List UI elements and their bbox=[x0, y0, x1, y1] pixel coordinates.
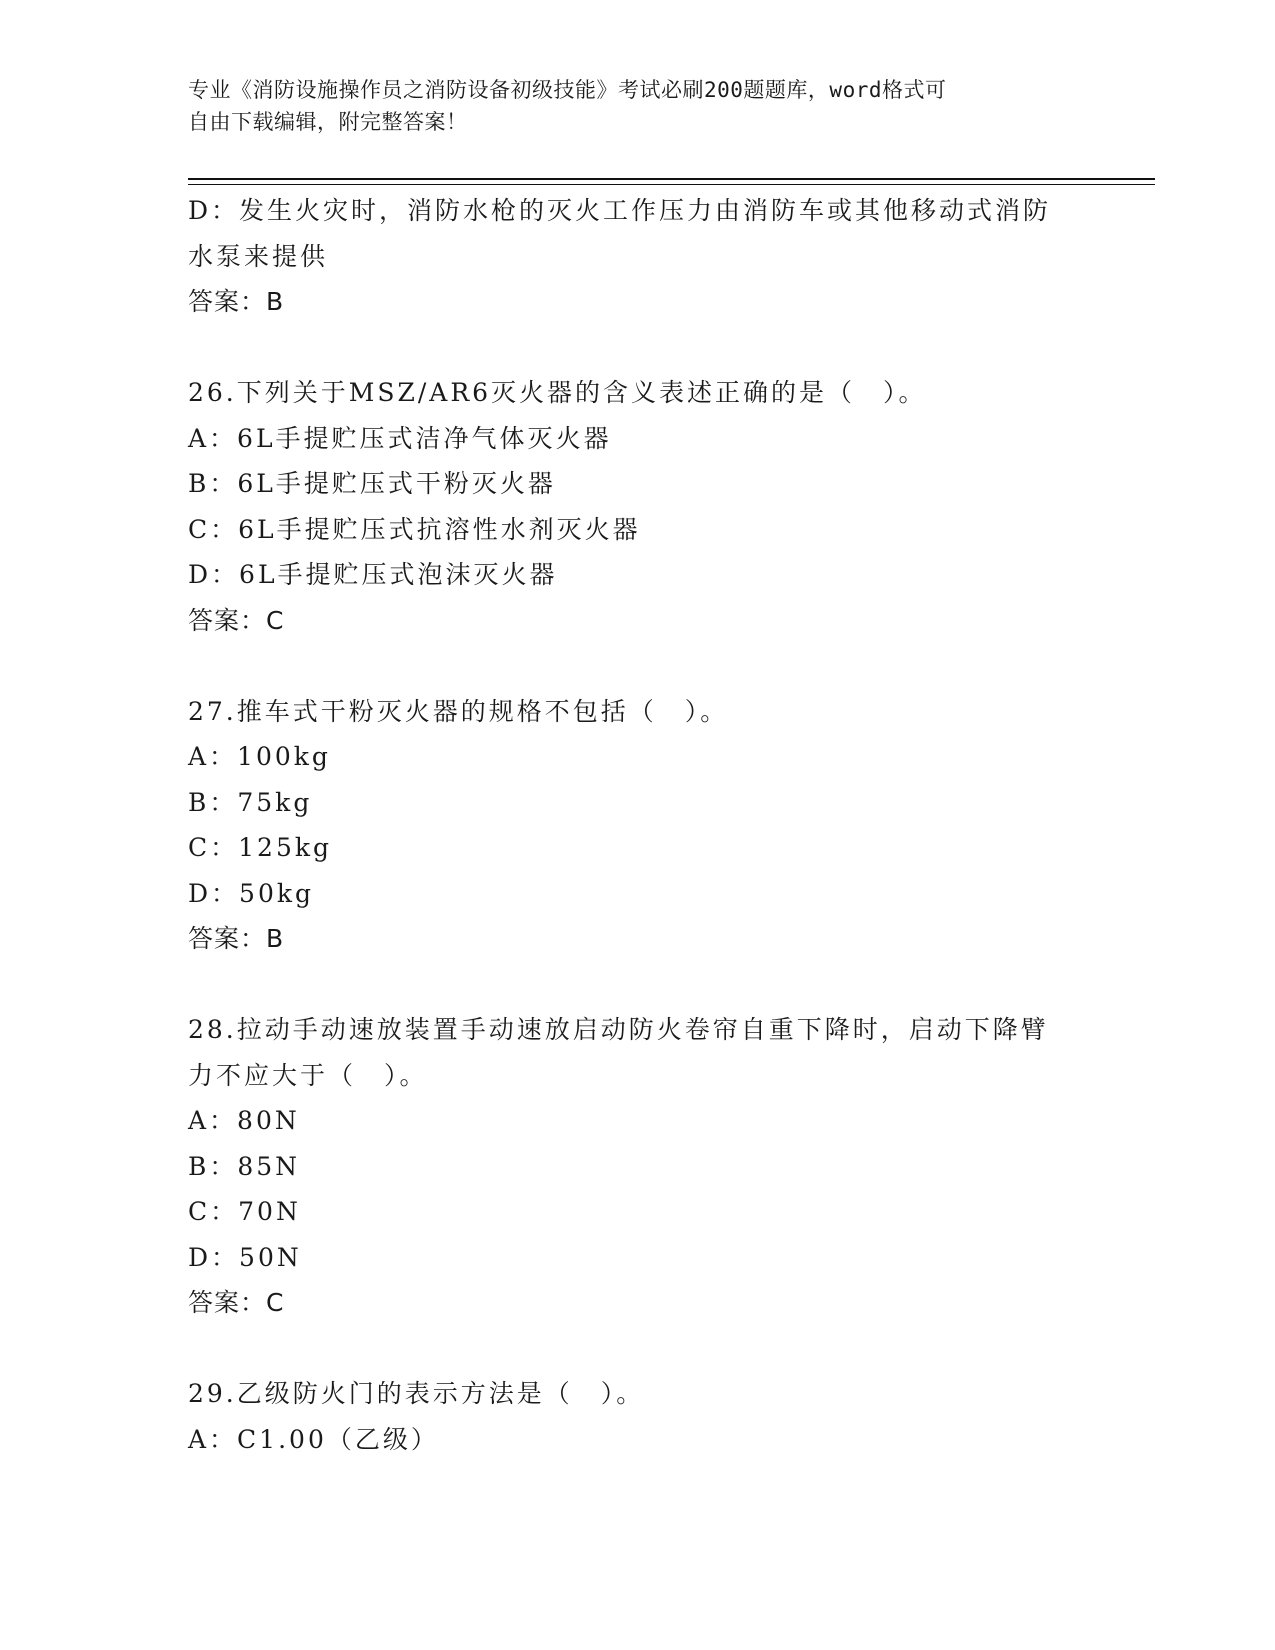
option-c: C：70N bbox=[188, 1197, 301, 1226]
header-divider-thin bbox=[188, 184, 1155, 185]
option-b: B：75kg bbox=[188, 787, 313, 817]
spacer bbox=[188, 325, 1088, 371]
previous-question-tail bbox=[188, 188, 1088, 325]
spacer bbox=[188, 1326, 1088, 1372]
option-b: B：6L手提贮压式干粉灭火器 bbox=[188, 469, 556, 498]
answer-line: 答案：B bbox=[188, 924, 285, 953]
option-a: A：C1.00（乙级） bbox=[188, 1424, 439, 1454]
option-d: D：50kg bbox=[188, 878, 315, 908]
question-27 bbox=[188, 689, 1088, 962]
spacer bbox=[188, 962, 1088, 1008]
option-c: C：6L手提贮压式抗溶性水剂灭火器 bbox=[188, 514, 641, 544]
question-stem: 29.乙级防火门的表示方法是（ ）。 bbox=[188, 1379, 645, 1408]
option-a: A：6L手提贮压式洁净气体灭火器 bbox=[188, 423, 612, 453]
header-divider-thick bbox=[188, 178, 1155, 180]
option-a: A：100kg bbox=[188, 742, 331, 771]
question-stem-line-2: 力不应大于（ ）。 bbox=[188, 1060, 428, 1090]
answer-line: 答案：B bbox=[188, 287, 285, 316]
option-d: D：50N bbox=[188, 1242, 302, 1272]
option-d-line-2: 水泵来提供 bbox=[188, 241, 329, 271]
option-d: D：6L手提贮压式泡沫灭火器 bbox=[188, 560, 558, 589]
answer-line: 答案：C bbox=[188, 1288, 285, 1317]
question-stem: 27.推车式干粉灭火器的规格不包括（ ）。 bbox=[188, 696, 729, 726]
question-stem: 26.下列关于MSZ/AR6灭火器的含义表述正确的是（ ）。 bbox=[188, 378, 927, 407]
spacer bbox=[188, 643, 1088, 689]
header-title-line-2: 自由下载编辑，附完整答案！ bbox=[188, 110, 468, 134]
answer-line: 答案：C bbox=[188, 605, 285, 635]
option-d-line-1: D：发生火灾时，消防水枪的灭火工作压力由消防车或其他移动式消防 bbox=[188, 196, 1052, 225]
header-title-line-1: 专业《消防设施操作员之消防设备初级技能》考试必刷200题题库，word格式可 bbox=[188, 78, 947, 102]
question-28 bbox=[188, 1007, 1088, 1326]
option-b: B：85N bbox=[188, 1151, 301, 1181]
option-a: A：80N bbox=[188, 1106, 300, 1135]
page-header bbox=[188, 74, 1088, 138]
option-c: C：125kg bbox=[188, 833, 332, 862]
question-content bbox=[188, 188, 1088, 1462]
question-stem-line-1: 28.拉动手动速放装置手动速放启动防火卷帘自重下降时，启动下降臂 bbox=[188, 1015, 1049, 1044]
question-26 bbox=[188, 370, 1088, 643]
question-29 bbox=[188, 1371, 1088, 1462]
